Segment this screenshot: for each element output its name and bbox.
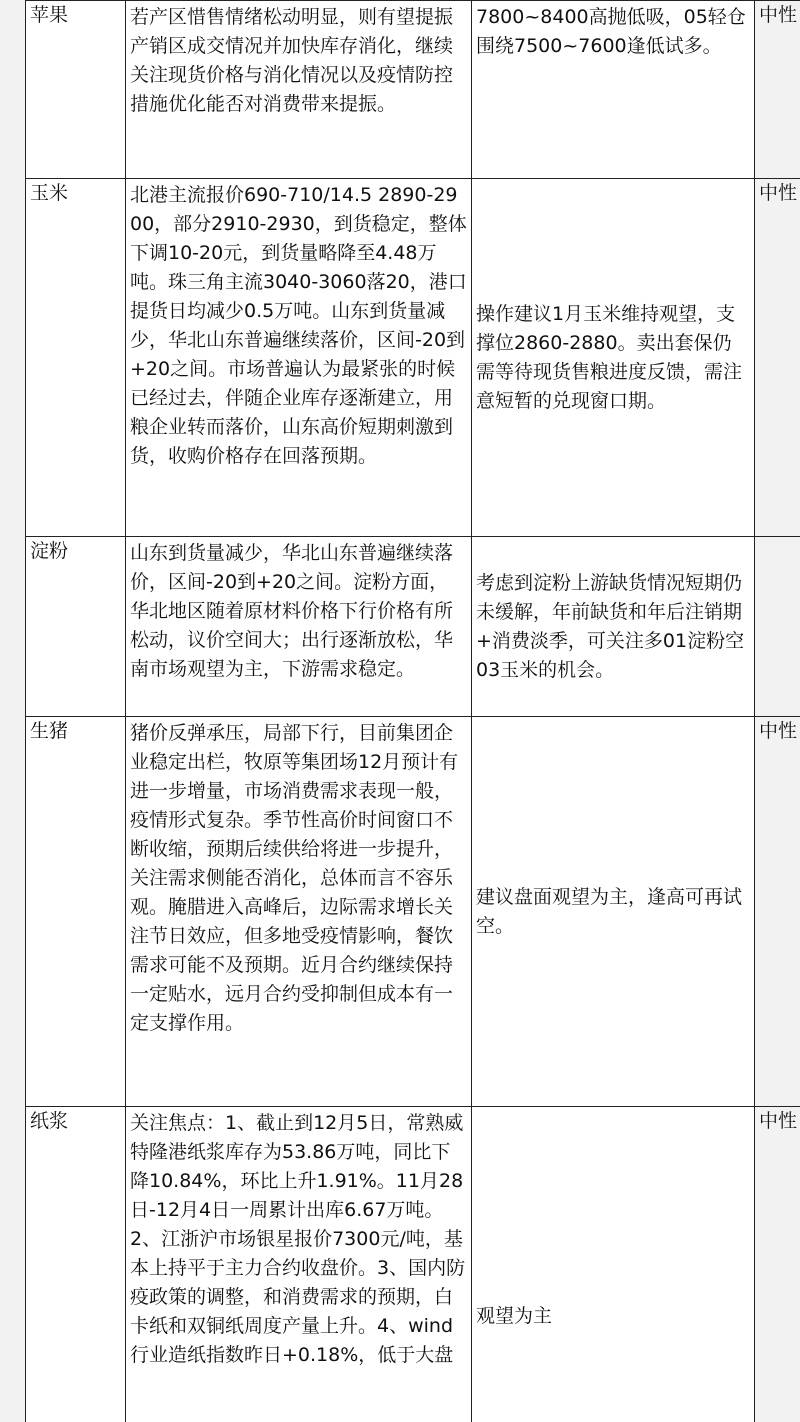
rating-cell [755,1,800,179]
rating-text: 中性 [759,4,798,26]
advice-text: 7800~8400高抛低吸，05轻仓围绕7500~7600逢低试多。 [476,6,746,57]
advice-text: 操作建议1月玉米维持观望，支撑位2860-2880。卖出套保仍需等待现货售粮进度反馈，需注意短暂的兑现窗口期。 [476,302,743,412]
rating-cell [755,717,800,1107]
advice-cell [472,179,755,537]
advice-cell [472,1107,755,1422]
product-name: 纸浆 [30,1110,69,1132]
analysis-text: 山东到货量减少，华北山东普遍继续落价，区间-20到+20之间。淀粉方面，华北地区随着原材料价格下行价格有所松动，议价空间大；出行逐渐放松，华南市场观望为主，下游需求稳定。 [130,542,454,680]
table-row [26,1,800,179]
left-margin-column [0,0,26,1422]
product-cell [26,717,126,1107]
product-name: 苹果 [30,4,69,26]
rating-text: 中性 [759,182,798,204]
product-name: 玉米 [30,182,69,204]
analysis-text: 北港主流报价690-710/14.5 2890-2900，部分2910-2930，到货稳定，整体下调10-20元，到货量略降至4.48万吨。珠三角主流3040-3060落20，港口提货日均减少0.5万吨。山东到货量减少，华北山东普遍继续落价，区间-20到+20之间。市场普遍认为最紧张的时候已经过去，伴随企业库存逐渐建立，用粮企业转而落价，山东高价短期刺激到货，收购价格存在回落预期。 [130,184,467,467]
advice-text: 建议盘面观望为主，逢高可再试空。 [476,885,743,937]
futures-analysis-table [25,0,800,1422]
advice-cell [472,1,755,179]
advice-cell [472,717,755,1107]
rating-text: 中性 [759,1110,798,1132]
analysis-cell [126,1107,472,1422]
advice-text: 考虑到淀粉上游缺货情况短期仍未缓解，年前缺货和年后注销期+消费淡季，可关注多01淀粉空03玉米的机会。 [476,571,745,681]
rating-cell [755,1107,800,1422]
product-cell [26,537,126,717]
rating-text: 中性 [759,720,798,742]
analysis-cell [126,537,472,717]
rating-cell [755,537,800,717]
advice-text: 观望为主 [476,1305,553,1327]
rating-cell [755,179,800,537]
product-cell [26,1107,126,1422]
analysis-cell [126,717,472,1107]
table-row [26,717,800,1107]
analysis-cell [126,1,472,179]
analysis-text: 关注焦点：1、截止到12月5日，常熟威特隆港纸浆库存为53.86万吨，同比下降10.84%，环比上升1.91%。11月28日-12月4日一周累计出库6.67万吨。2、江浙沪市场银星报价7300元/吨，基本上持平于主力合约收盘价。3、国内防疫政策的调整，和消费需求的预期，白卡纸和双铜纸周度产量上升。4、wind行业造纸指数昨日+0.18%，低于大盘 [130,1112,466,1366]
analysis-cell [126,179,472,537]
advice-cell [472,537,755,717]
table-row [26,179,800,537]
product-name: 淀粉 [30,540,69,562]
product-name: 生猪 [30,720,69,742]
table-row [26,1107,800,1422]
analysis-text: 猪价反弹承压，局部下行，目前集团企业稳定出栏，牧原等集团场12月预计有进一步增量，市场消费需求表现一般，疫情形式复杂。季节性高价时间窗口不断收缩，预期后续供给将进一步提升，关注需求侧能否消化，总体而言不容乐观。腌腊进入高峰后，边际需求增长关注节日效应，但多地受疫情影响，餐饮需求可能不及预期。近月合约继续保持一定贴水，远月合约受抑制但成本有一定支撑作用。 [130,722,459,1034]
analysis-text: 若产区惜售情绪松动明显，则有望提振产销区成交情况并加快库存消化，继续关注现货价格与消化情况以及疫情防控措施优化能否对消费带来提振。 [130,6,454,115]
product-cell [26,1,126,179]
table-row [26,537,800,717]
product-cell [26,179,126,537]
